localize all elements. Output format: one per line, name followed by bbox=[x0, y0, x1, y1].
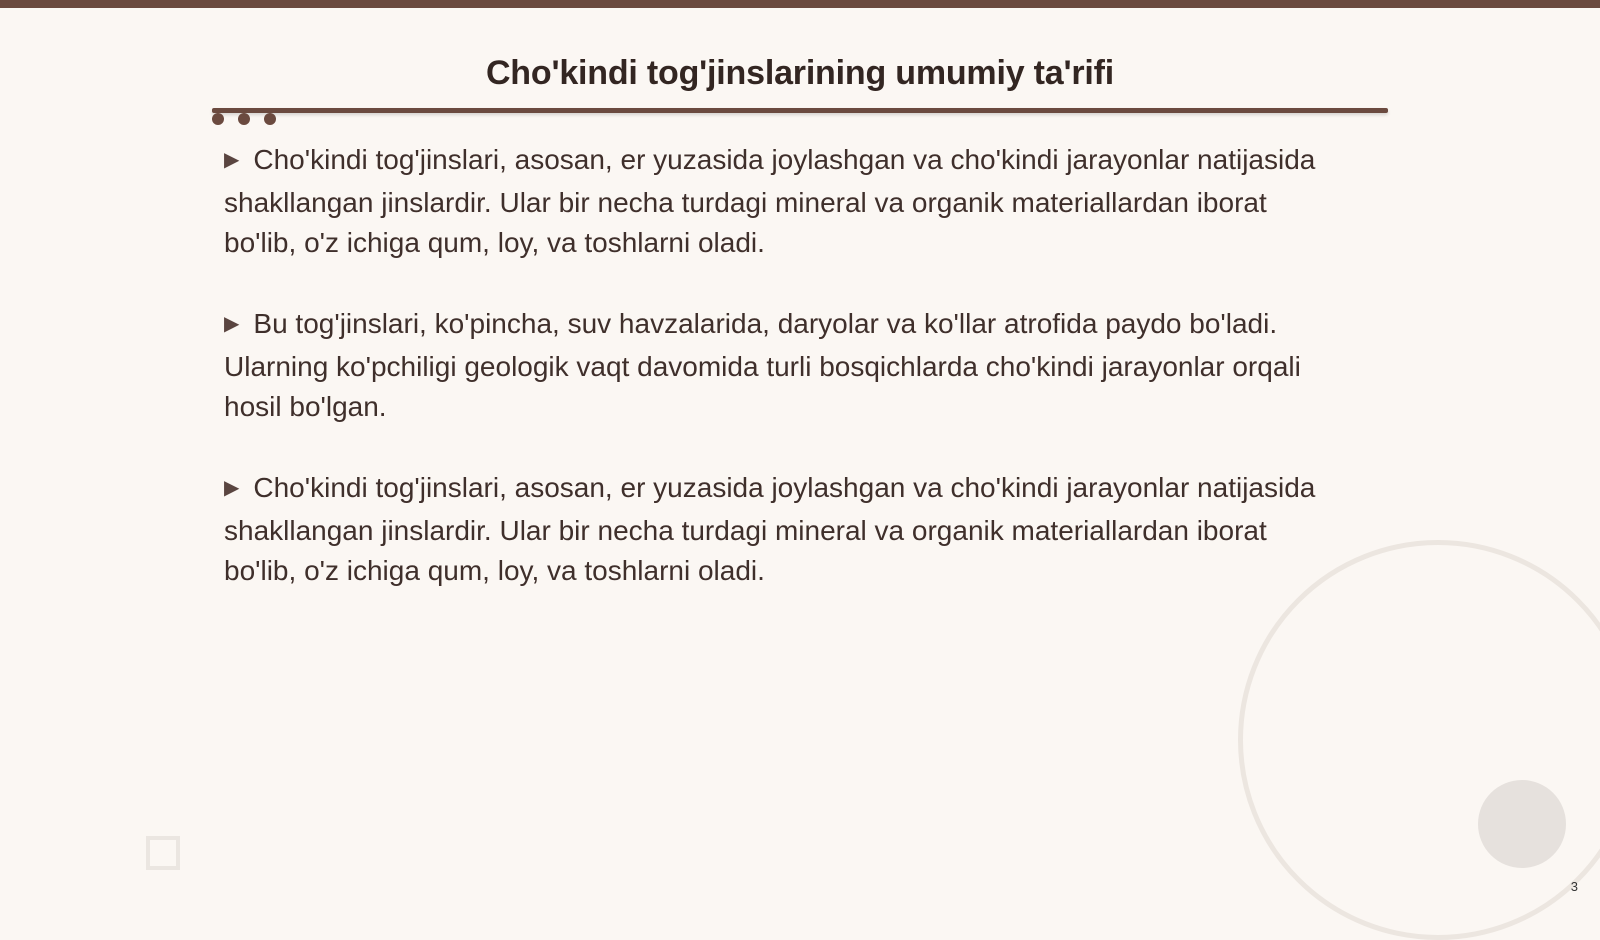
title-underline bbox=[212, 108, 1388, 113]
page-number: 3 bbox=[1570, 879, 1578, 894]
triangle-bullet-icon: ▶ bbox=[224, 477, 240, 499]
bullet-text: Cho'kindi tog'jinslari, asosan, er yuzasida joylashgan va cho'kindi jarayonlar natijasida shakllangan jinslardir. Ular bir necha turdagi mineral va organik materiallardan iborat bo'lib, o'z ichiga qum, loy, va toshlarni oladi. bbox=[224, 144, 1316, 258]
bullet-text: Bu tog'jinslari, ko'pincha, suv havzalarida, daryolar va ko'llar atrofida paydo bo'ladi. Ularning ko'pchiligi geologik vaqt davomida turli bosqichlarda cho'kindi jarayonlar orqali hosil bo'lgan. bbox=[224, 308, 1301, 422]
decorative-blob bbox=[1478, 780, 1566, 868]
underline-dot bbox=[238, 113, 250, 125]
slide-title: Cho'kindi tog'jinslarining umumiy ta'rifi bbox=[485, 54, 1115, 92]
triangle-bullet-icon: ▶ bbox=[224, 313, 240, 335]
bullet-list bbox=[224, 140, 1324, 632]
decorative-square bbox=[146, 836, 180, 870]
top-accent-bar bbox=[0, 0, 1600, 8]
triangle-bullet-icon: ▶ bbox=[224, 149, 240, 171]
bullet-item bbox=[224, 304, 1324, 427]
bullet-text: Cho'kindi tog'jinslari, asosan, er yuzasida joylashgan va cho'kindi jarayonlar natijasida shakllangan jinslardir. Ular bir necha turdagi mineral va organik materiallardan iborat bo'lib, o'z ichiga qum, loy, va toshlarni oladi. bbox=[224, 472, 1316, 586]
bullet-item bbox=[224, 468, 1324, 591]
bullet-item bbox=[224, 140, 1324, 263]
underline-dot bbox=[264, 113, 276, 125]
underline-dot bbox=[212, 113, 224, 125]
